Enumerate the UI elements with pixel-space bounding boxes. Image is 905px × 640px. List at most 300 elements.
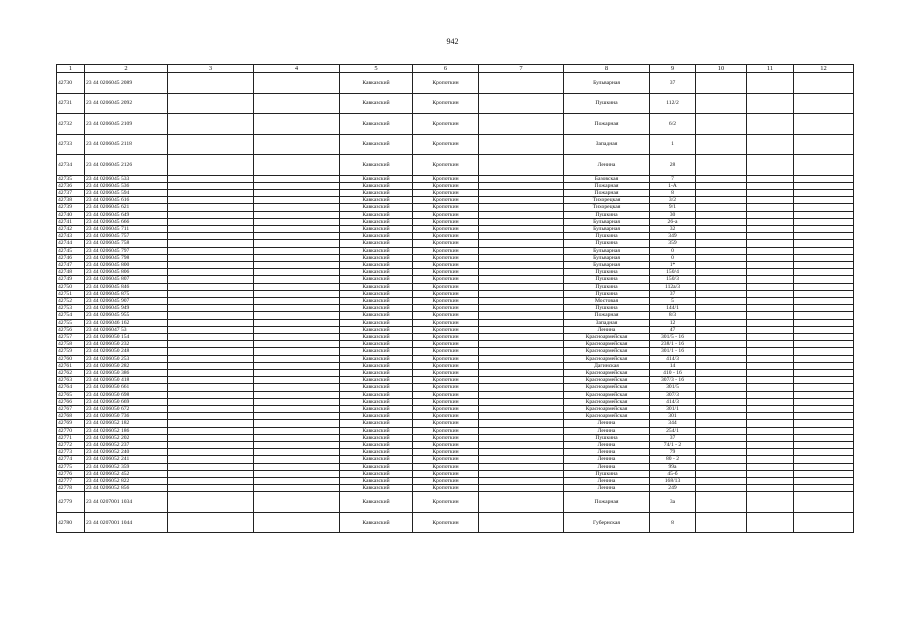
district: Кавказский [340, 512, 413, 533]
empty-cell [794, 297, 854, 304]
empty-cell [168, 319, 254, 326]
cadastral-number: 23 44 0206052 359 [85, 463, 168, 470]
street: Пушкина [564, 276, 650, 283]
empty-cell [747, 175, 794, 182]
empty-cell [168, 463, 254, 470]
column-number: 5 [340, 65, 413, 73]
empty-cell [254, 240, 340, 247]
empty-cell [168, 369, 254, 376]
empty-cell [747, 434, 794, 441]
table-row [57, 211, 854, 218]
row-number: 42771 [57, 434, 85, 441]
empty-cell [168, 305, 254, 312]
district: Кавказский [340, 384, 413, 391]
city: Кропоткин [413, 406, 479, 413]
cadastral-number: 23 44 0206045 806 [85, 269, 168, 276]
empty-cell [794, 333, 854, 340]
row-number: 42753 [57, 305, 85, 312]
table-row [57, 478, 854, 485]
district: Кавказский [340, 269, 413, 276]
house-number: 359 [650, 240, 696, 247]
empty-cell [794, 341, 854, 348]
empty-cell [794, 134, 854, 155]
empty-cell [168, 283, 254, 290]
city: Кропоткин [413, 204, 479, 211]
row-number: 42741 [57, 218, 85, 225]
cadastral-number: 23 44 0206045 616 [85, 197, 168, 204]
empty-cell [794, 93, 854, 114]
empty-cell [168, 197, 254, 204]
street: Красноармейская [564, 406, 650, 413]
empty-cell [747, 420, 794, 427]
empty-cell [479, 283, 564, 290]
empty-cell [254, 333, 340, 340]
empty-cell [168, 348, 254, 355]
empty-cell [254, 312, 340, 319]
house-number: 307/3 [650, 391, 696, 398]
empty-cell [696, 492, 747, 513]
table-row [57, 326, 854, 333]
empty-cell [747, 512, 794, 533]
empty-cell [794, 485, 854, 492]
empty-cell [696, 398, 747, 405]
house-number: 238/1 - 16 [650, 341, 696, 348]
empty-cell [747, 290, 794, 297]
empty-cell [168, 377, 254, 384]
row-number: 42757 [57, 333, 85, 340]
empty-cell [747, 134, 794, 155]
table-row [57, 261, 854, 268]
empty-cell [479, 247, 564, 254]
house-number: 0 [650, 254, 696, 261]
empty-cell [254, 406, 340, 413]
empty-cell [794, 247, 854, 254]
empty-cell [479, 254, 564, 261]
empty-cell [479, 269, 564, 276]
city: Кропоткин [413, 240, 479, 247]
street: Бульварная [564, 261, 650, 268]
empty-cell [747, 478, 794, 485]
city: Кропоткин [413, 312, 479, 319]
house-number: 0 [650, 247, 696, 254]
district: Кавказский [340, 276, 413, 283]
empty-cell [747, 276, 794, 283]
district: Кавказский [340, 326, 413, 333]
empty-cell [479, 233, 564, 240]
empty-cell [168, 427, 254, 434]
column-number: 11 [747, 65, 794, 73]
street: Ленина [564, 427, 650, 434]
empty-cell [254, 427, 340, 434]
row-number: 42766 [57, 398, 85, 405]
empty-cell [254, 478, 340, 485]
empty-cell [254, 326, 340, 333]
empty-cell [168, 114, 254, 135]
empty-cell [168, 312, 254, 319]
table-row [57, 297, 854, 304]
district: Кавказский [340, 470, 413, 477]
empty-cell [794, 348, 854, 355]
city: Кропоткин [413, 189, 479, 196]
cadastral-number: 23 44 0206050 154 [85, 333, 168, 340]
empty-cell [696, 341, 747, 348]
empty-cell [794, 398, 854, 405]
empty-cell [696, 449, 747, 456]
cadastral-number: 23 44 0207001 1034 [85, 492, 168, 513]
empty-cell [794, 233, 854, 240]
empty-cell [168, 211, 254, 218]
street: Губернская [564, 512, 650, 533]
street: Дагинская [564, 362, 650, 369]
empty-cell [747, 384, 794, 391]
empty-cell [747, 485, 794, 492]
table-row [57, 341, 854, 348]
house-number: 301/1 - 16 [650, 348, 696, 355]
empty-cell [168, 362, 254, 369]
street: Ленина [564, 463, 650, 470]
empty-cell [696, 319, 747, 326]
empty-cell [794, 225, 854, 232]
cadastral-number: 23 44 0206052 452 [85, 470, 168, 477]
city: Кропоткин [413, 362, 479, 369]
district: Кавказский [340, 341, 413, 348]
empty-cell [479, 406, 564, 413]
city: Кропоткин [413, 333, 479, 340]
empty-cell [168, 512, 254, 533]
table-row [57, 362, 854, 369]
street: Красноармейская [564, 355, 650, 362]
city: Кропоткин [413, 369, 479, 376]
empty-cell [479, 305, 564, 312]
empty-cell [254, 247, 340, 254]
empty-cell [747, 406, 794, 413]
empty-cell [696, 312, 747, 319]
district: Кавказский [340, 197, 413, 204]
house-number: 112а/3 [650, 283, 696, 290]
cadastral-number: 23 44 0206050 386 [85, 369, 168, 376]
empty-cell [747, 355, 794, 362]
table-row [57, 276, 854, 283]
city: Кропоткин [413, 297, 479, 304]
empty-cell [696, 478, 747, 485]
empty-cell [696, 362, 747, 369]
cadastral-number: 23 44 0206045 875 [85, 290, 168, 297]
district: Кавказский [340, 485, 413, 492]
district: Кавказский [340, 189, 413, 196]
empty-cell [696, 225, 747, 232]
city: Кропоткин [413, 261, 479, 268]
street: Пушкина [564, 470, 650, 477]
row-number: 42744 [57, 240, 85, 247]
table-row [57, 233, 854, 240]
empty-cell [168, 269, 254, 276]
row-number: 42730 [57, 73, 85, 94]
house-number: 249 [650, 485, 696, 492]
row-number: 42734 [57, 155, 85, 176]
table-row [57, 254, 854, 261]
house-number: 344 [650, 420, 696, 427]
empty-cell [794, 470, 854, 477]
empty-cell [168, 413, 254, 420]
empty-cell [168, 384, 254, 391]
district: Кавказский [340, 413, 413, 420]
empty-cell [168, 492, 254, 513]
cadastral-number: 23 44 0206052 240 [85, 449, 168, 456]
row-number: 42763 [57, 377, 85, 384]
empty-cell [168, 442, 254, 449]
empty-cell [696, 463, 747, 470]
empty-cell [747, 197, 794, 204]
row-number: 42733 [57, 134, 85, 155]
cadastral-number: 23 44 0206052 241 [85, 456, 168, 463]
house-number: 168/13 [650, 478, 696, 485]
house-number: 1 [650, 134, 696, 155]
house-number: 9/1 [650, 204, 696, 211]
row-number: 42777 [57, 478, 85, 485]
street: Пушкина [564, 434, 650, 441]
table-row [57, 398, 854, 405]
row-number: 42751 [57, 290, 85, 297]
street: Пушкина [564, 240, 650, 247]
empty-cell [168, 261, 254, 268]
house-number: 47 [650, 326, 696, 333]
row-number: 42738 [57, 197, 85, 204]
city: Кропоткин [413, 391, 479, 398]
empty-cell [794, 240, 854, 247]
district: Кавказский [340, 114, 413, 135]
house-number: 301/5 - 16 [650, 333, 696, 340]
empty-cell [479, 391, 564, 398]
house-number: 7 [650, 175, 696, 182]
city: Кропоткин [413, 134, 479, 155]
table-row [57, 420, 854, 427]
city: Кропоткин [413, 182, 479, 189]
empty-cell [696, 391, 747, 398]
empty-cell [696, 377, 747, 384]
city: Кропоткин [413, 512, 479, 533]
row-number: 42756 [57, 326, 85, 333]
empty-cell [696, 182, 747, 189]
empty-cell [168, 333, 254, 340]
empty-cell [747, 218, 794, 225]
house-number: 254/1 [650, 427, 696, 434]
street: Красноармейская [564, 398, 650, 405]
city: Кропоткин [413, 197, 479, 204]
table-row [57, 175, 854, 182]
street: Бульварная [564, 254, 650, 261]
empty-cell [794, 442, 854, 449]
street: Красноармейская [564, 384, 650, 391]
cadastral-number: 23 44 0206052 202 [85, 434, 168, 441]
empty-cell [479, 319, 564, 326]
row-number: 42775 [57, 463, 85, 470]
district: Кавказский [340, 333, 413, 340]
cadastral-number: 23 44 0206050 736 [85, 413, 168, 420]
empty-cell [696, 427, 747, 434]
empty-cell [254, 197, 340, 204]
street: Бульварная [564, 225, 650, 232]
city: Кропоткин [413, 470, 479, 477]
street: Бульварная [564, 73, 650, 94]
cadastral-number: 23 44 0206050 672 [85, 406, 168, 413]
district: Кавказский [340, 442, 413, 449]
row-number: 42773 [57, 449, 85, 456]
district: Кавказский [340, 406, 413, 413]
empty-cell [254, 283, 340, 290]
empty-cell [794, 218, 854, 225]
street: Пушкина [564, 93, 650, 114]
district: Кавказский [340, 355, 413, 362]
city: Кропоткин [413, 247, 479, 254]
cadastral-number: 23 44 0206045 797 [85, 247, 168, 254]
row-number: 42732 [57, 114, 85, 135]
street: Ленина [564, 478, 650, 485]
cadastral-number: 23 44 0206050 232 [85, 341, 168, 348]
table-row [57, 283, 854, 290]
table-row [57, 434, 854, 441]
district: Кавказский [340, 420, 413, 427]
cadastral-number: 23 44 0206052 822 [85, 478, 168, 485]
table-row [57, 333, 854, 340]
empty-cell [479, 134, 564, 155]
row-number: 42737 [57, 189, 85, 196]
house-number: 3/2 [650, 197, 696, 204]
empty-cell [747, 470, 794, 477]
district: Кавказский [340, 297, 413, 304]
empty-cell [479, 175, 564, 182]
street: Пушкина [564, 305, 650, 312]
empty-cell [168, 297, 254, 304]
house-number: 99а [650, 463, 696, 470]
district: Кавказский [340, 478, 413, 485]
empty-cell [254, 290, 340, 297]
empty-cell [254, 463, 340, 470]
city: Кропоткин [413, 254, 479, 261]
house-number: 14 [650, 362, 696, 369]
empty-cell [168, 485, 254, 492]
house-number: 112/2 [650, 93, 696, 114]
cadastral-number: 23 44 0206045 533 [85, 175, 168, 182]
empty-cell [747, 413, 794, 420]
city: Кропоткин [413, 434, 479, 441]
city: Кропоткин [413, 93, 479, 114]
empty-cell [747, 312, 794, 319]
column-number: 6 [413, 65, 479, 73]
cadastral-number: 23 44 0206050 253 [85, 355, 168, 362]
table-row [57, 204, 854, 211]
empty-cell [479, 290, 564, 297]
city: Кропоткин [413, 211, 479, 218]
street: Базовская [564, 175, 650, 182]
empty-cell [168, 391, 254, 398]
city: Кропоткин [413, 283, 479, 290]
cadastral-number: 23 44 0206050 418 [85, 377, 168, 384]
house-number: 79 [650, 449, 696, 456]
city: Кропоткин [413, 319, 479, 326]
column-number: 12 [794, 65, 854, 73]
empty-cell [696, 456, 747, 463]
district: Кавказский [340, 362, 413, 369]
empty-cell [254, 73, 340, 94]
empty-cell [747, 427, 794, 434]
empty-cell [254, 398, 340, 405]
empty-cell [747, 348, 794, 355]
empty-cell [254, 189, 340, 196]
district: Кавказский [340, 134, 413, 155]
street: Западная [564, 134, 650, 155]
empty-cell [479, 240, 564, 247]
empty-cell [254, 341, 340, 348]
empty-cell [479, 348, 564, 355]
district: Кавказский [340, 211, 413, 218]
empty-cell [168, 155, 254, 176]
table-row [57, 114, 854, 135]
street: Бульварная [564, 247, 650, 254]
empty-cell [696, 269, 747, 276]
empty-cell [696, 283, 747, 290]
district: Кавказский [340, 319, 413, 326]
empty-cell [794, 283, 854, 290]
column-number: 7 [479, 65, 564, 73]
cadastral-number: 23 44 0206045 2092 [85, 93, 168, 114]
cadastral-number: 23 44 0206050 669 [85, 398, 168, 405]
empty-cell [696, 93, 747, 114]
empty-cell [696, 297, 747, 304]
table-row [57, 442, 854, 449]
city: Кропоткин [413, 492, 479, 513]
column-number: 9 [650, 65, 696, 73]
empty-cell [794, 434, 854, 441]
empty-cell [168, 326, 254, 333]
empty-cell [747, 114, 794, 135]
district: Кавказский [340, 312, 413, 319]
row-number: 42765 [57, 391, 85, 398]
house-number: 12 [650, 319, 696, 326]
row-number: 42760 [57, 355, 85, 362]
row-number: 42742 [57, 225, 85, 232]
cadastral-number: 23 44 0206050 248 [85, 348, 168, 355]
empty-cell [168, 247, 254, 254]
empty-cell [254, 276, 340, 283]
empty-cell [254, 182, 340, 189]
empty-cell [747, 456, 794, 463]
table-row [57, 449, 854, 456]
city: Кропоткин [413, 341, 479, 348]
empty-cell [254, 434, 340, 441]
empty-cell [747, 391, 794, 398]
city: Кропоткин [413, 485, 479, 492]
empty-cell [168, 204, 254, 211]
empty-cell [479, 449, 564, 456]
empty-cell [747, 492, 794, 513]
empty-cell [747, 333, 794, 340]
house-number: 144/1 [650, 305, 696, 312]
empty-cell [168, 276, 254, 283]
street: Красноармейская [564, 377, 650, 384]
house-number: 5 [650, 297, 696, 304]
empty-cell [696, 155, 747, 176]
empty-cell [254, 391, 340, 398]
empty-cell [696, 114, 747, 135]
empty-cell [747, 240, 794, 247]
empty-cell [479, 182, 564, 189]
district: Кавказский [340, 434, 413, 441]
empty-cell [254, 413, 340, 420]
table-row [57, 485, 854, 492]
empty-cell [696, 305, 747, 312]
table-row [57, 155, 854, 176]
street: Ленина [564, 449, 650, 456]
